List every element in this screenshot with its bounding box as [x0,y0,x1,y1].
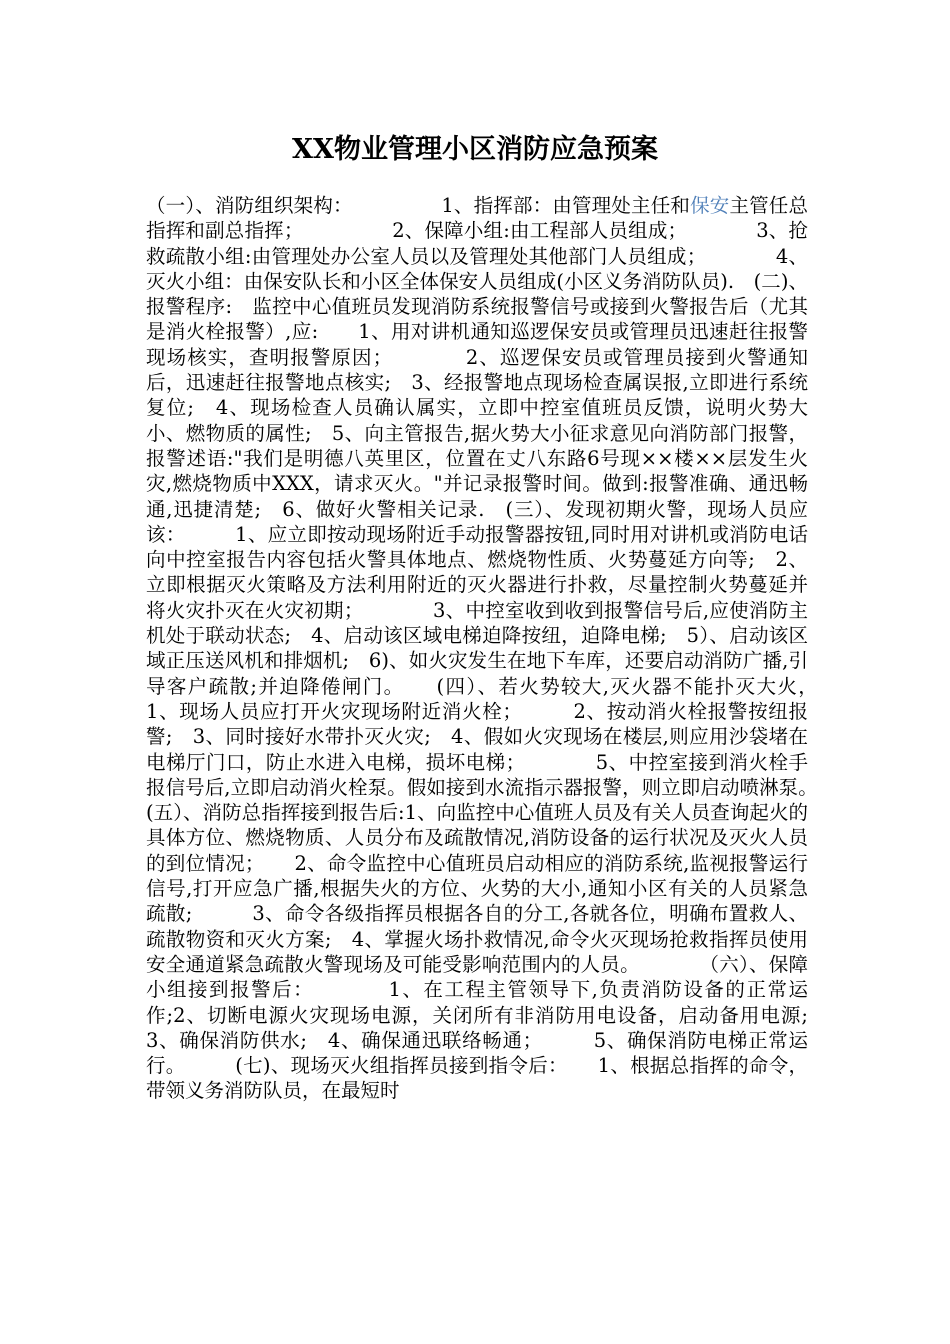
security-link[interactable]: 保安 [690,194,730,217]
document-body-paragraph [146,193,887,1104]
body-text-part-2: 主管任总指挥和副总指挥； 2、保障小组:由工程部人员组成； 3、抢救疏散小组:由管理处办公室人员以及管理处其他部门人员组成； 4、灭火小组：由保安队长和小区全体保安人员组成(小区义务消防队员). (二)、报警程序: 监控中心值班员发现消防系统报警信号或接到火警报告后（尤其是消火栓报警）,应: 1、用对讲机通知巡逻保安员或管理员迅速赶往报警现场核实，查明报警原因； 2、巡逻保安员或管理员接到火警通知后，迅速赶往报警地点核实; 3、经报警地点现场检查属误报,立即进行系统复位; 4、现场检查人员确认属实，立即中控室值班员反馈，说明火势大小、燃物质的属性; 5、向主管报告,据火势大小征求意见向消防部门报警，报警述语:"我们是明德八英里区，位置在丈八东路6号现××楼××层发生火灾,燃烧物质中XXX，请求灭火。"并记录报警时间。做到:报警准确、通迅畅通,迅捷清楚; 6、做好火警相关记录. (三）、发现初期火警，现场人员应该： 1、应立即按动现场附近手动报警器按钮,同时用对讲机或消防电话向中控室报告内容包括火警具体地点、燃烧物性质、火势蔓延方向等; 2、立即根据灭火策略及方法利用附近的灭火器进行扑救，尽量控制火势蔓延并将火灾扑灭在火灾初期； 3、中控室收到收到报警信号后,应使消防主机处于联动状态; 4、启动该区域电梯迫降按纽，迫降电梯; 5）、启动该区域正压送风机和排烟机; 6)、如火灾发生在地下车库，还要启动消防广播,引导客户疏散;并迫降倦闸门。 (四）、若火势较大,灭火器不能扑灭大火， 1、现场人员应打开火灾现场附近消火栓； 2、按动消火栓报警按纽报警; 3、同时接好水带扑灭火灾; 4、假如火灾现场在楼层,则应用沙袋堵在电梯厅门口，防止水进入电梯，损坏电梯； 5、中控室接到消火栓手报信号后,立即启动消火栓泵。假如接到水流指示器报警，则立即启动喷淋泵。 (五）、消防总指挥接到报告后:1、向监控中心值班人员及有关人员查询起火的具体方位、燃烧物质、人员分布及疏散情况,消防设备的运行状况及灭火人员的到位情况； 2、命令监控中心值班员启动相应的消防系统,监视报警运行信号,打开应急广播,根据失火的方位、火势的大小,通知小区有关的人员紧急疏散; 3、命令各级指挥员根据各自的分工,各就各位，明确布置救人、疏散物资和灭火方案; 4、掌握火场扑救情况,命令火灭现场抢救指挥员使用安全通道紧急疏散火警现场及可能受影响范围内的人员。 （六）、保障小组接到报警后： 1、在工程主管领导下,负责消防设备的正常运作;2、切断电源火灾现场电源，关闭所有非消防用电设备，启动备用电源; 3、确保消防供水; 4、确保通迅联络畅通； 5、确保消防电梯正常运行。 (七)、现场灭火组指挥员接到指令后： 1、根据总指挥的命令，带领义务消防队员，在最短时 [146,194,887,1103]
body-text-part-1: （一）、消防组织架构： 1、指挥部：由管理处主任和 [146,194,691,217]
document-title: XX物业管理小区消防应急预案 [292,134,658,165]
